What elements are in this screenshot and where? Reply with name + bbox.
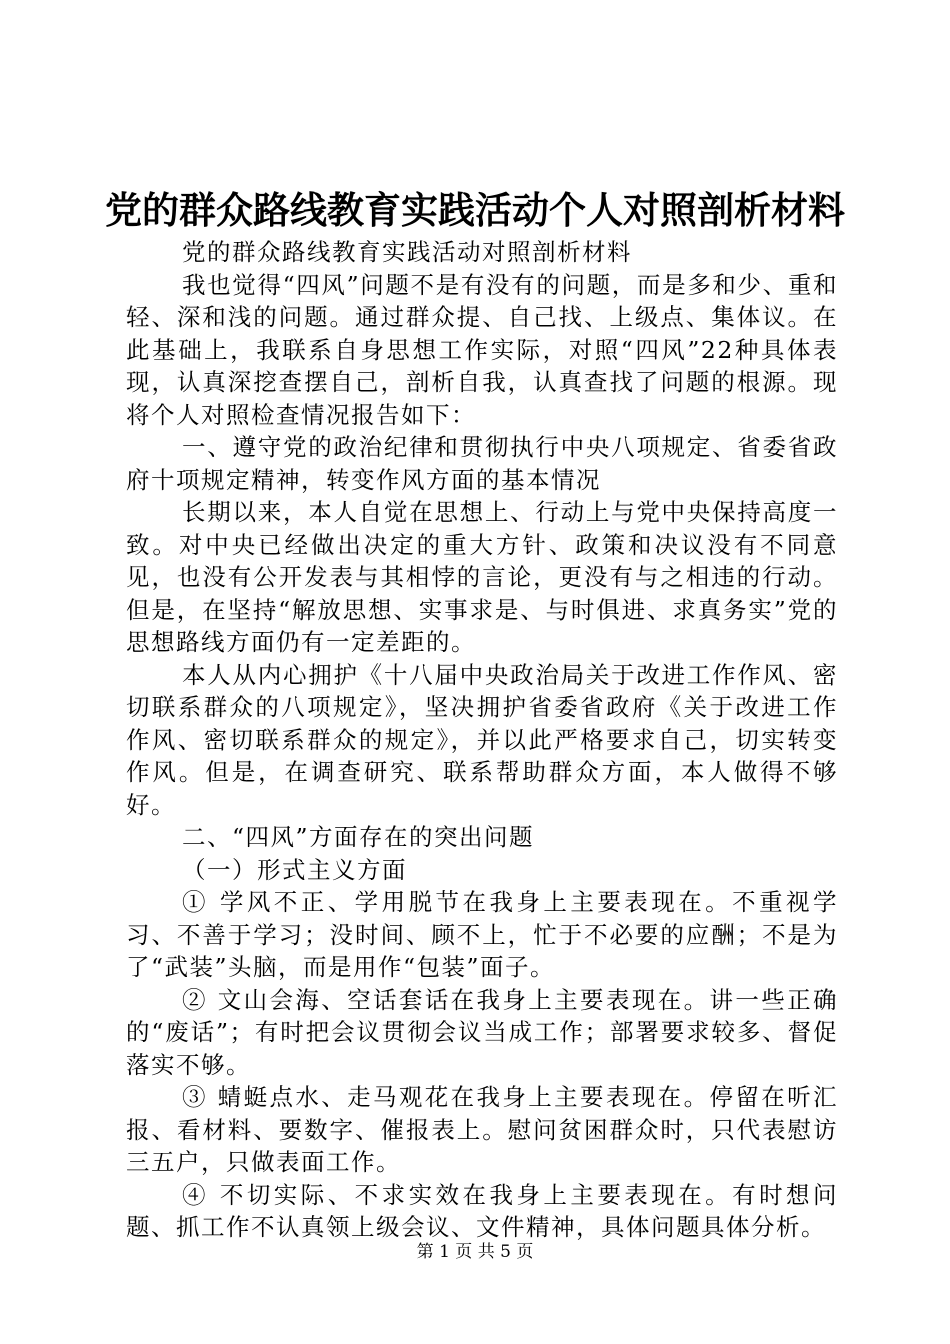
list-item-2: ② 文山会海、空话套话在我身上主要表现在。讲一些正确的“废话”；有时把会议贯彻会议当成工作；部署要求较多、督促落实不够。 xyxy=(126,985,838,1079)
document-body xyxy=(126,236,838,1244)
paragraph-eight-rules: 本人从内心拥护《十八届中央政治局关于改进工作作风、密切联系群众的八项规定》，坚决拥护省委省政府《关于改进工作作风、密切联系群众的规定》，并以此严格要求自己，切实转变作风。但是，在调查研究、联系帮助群众方面，本人做得不够好。 xyxy=(126,660,838,819)
paragraph-intro: 我也觉得“四风”问题不是有没有的问题，而是多和少、重和轻、深和浅的问题。通过群众提、自己找、上级点、集体议。在此基础上，我联系自身思想工作实际，对照“四风”22种具体表现，认真深挖查摆自己，剖析自我，认真查找了问题的根源。现将个人对照检查情况报告如下： xyxy=(126,270,838,429)
page-footer: 第 1 页 共 5 页 xyxy=(416,1242,534,1262)
paragraph-political-discipline: 长期以来，本人自觉在思想上、行动上与党中央保持高度一致。对中央已经做出决定的重大方针、政策和决议没有不同意见，也没有公开发表与其相悖的言论，更没有与之相违的行动。但是，在坚持“解放思想、实事求是、与时俱进、求真务实”党的思想路线方面仍有一定差距的。 xyxy=(126,498,838,656)
section-heading-2: 二、“四风”方面存在的突出问题 xyxy=(182,823,535,851)
paragraph-subtitle: 党的群众路线教育实践活动对照剖析材料 xyxy=(182,238,632,266)
list-item-4: ④ 不切实际、不求实效在我身上主要表现在。有时想问题、抓工作不认真领上级会议、文件精神，具体问题具体分析。 xyxy=(126,1180,838,1241)
section-heading-1: 一、遵守党的政治纪律和贯彻执行中央八项规定、省委省政府十项规定精神，转变作风方面的基本情况 xyxy=(126,433,838,494)
subsection-heading-formalism: （一）形式主义方面 xyxy=(182,855,407,884)
list-item-1: ① 学风不正、学用脱节在我身上主要表现在。不重视学习、不善于学习；没时间、顾不上，忙于不必要的应酬；不是为了“武装”头脑，而是用作“包装”面子。 xyxy=(126,888,838,981)
document-title: 党的群众路线教育实践活动个人对照剖析材料 xyxy=(105,189,845,232)
list-item-3: ③ 蜻蜓点水、走马观花在我身上主要表现在。停留在听汇报、看材料、要数字、催报表上。慰问贫困群众时，只代表慰访三五户，只做表面工作。 xyxy=(126,1083,838,1176)
